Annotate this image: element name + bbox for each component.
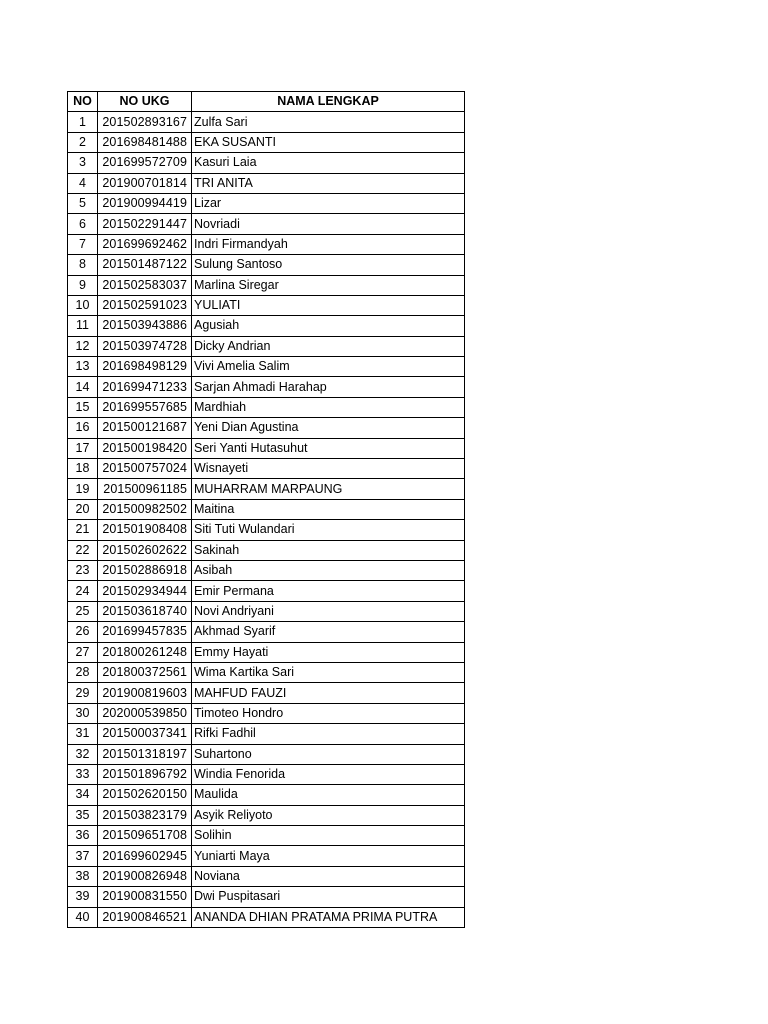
- column-header-no-ukg[interactable]: NO UKG: [98, 92, 192, 112]
- cell-no-ukg[interactable]: 201699457835: [98, 622, 192, 642]
- cell-nama-lengkap[interactable]: Sarjan Ahmadi Harahap: [192, 377, 465, 397]
- cell-no-ukg[interactable]: 201699692462: [98, 234, 192, 254]
- table-row: [68, 826, 465, 846]
- cell-no[interactable]: 33: [68, 764, 98, 784]
- table-row: [68, 805, 465, 825]
- cell-no-ukg[interactable]: 201509651708: [98, 826, 192, 846]
- table-row: [68, 622, 465, 642]
- cell-no[interactable]: 13: [68, 357, 98, 377]
- cell-no[interactable]: 23: [68, 560, 98, 580]
- table-row: [68, 275, 465, 295]
- cell-nama-lengkap[interactable]: Suhartono: [192, 744, 465, 764]
- cell-nama-lengkap[interactable]: Maitina: [192, 499, 465, 519]
- table-row: [68, 764, 465, 784]
- cell-no-ukg[interactable]: 201900826948: [98, 866, 192, 886]
- cell-no-ukg[interactable]: 201503943886: [98, 316, 192, 336]
- cell-no-ukg[interactable]: 201502602622: [98, 540, 192, 560]
- cell-no[interactable]: 12: [68, 336, 98, 356]
- cell-no-ukg[interactable]: 201500198420: [98, 438, 192, 458]
- table-row: [68, 703, 465, 723]
- table-row: [68, 846, 465, 866]
- cell-nama-lengkap[interactable]: ANANDA DHIAN PRATAMA PRIMA PUTRA: [192, 907, 465, 927]
- table-row: [68, 295, 465, 315]
- cell-nama-lengkap[interactable]: Emir Permana: [192, 581, 465, 601]
- cell-nama-lengkap[interactable]: Agusiah: [192, 316, 465, 336]
- table-row: [68, 683, 465, 703]
- cell-no[interactable]: 3: [68, 153, 98, 173]
- cell-nama-lengkap[interactable]: Siti Tuti Wulandari: [192, 520, 465, 540]
- cell-no[interactable]: 25: [68, 601, 98, 621]
- cell-no-ukg[interactable]: 201500757024: [98, 459, 192, 479]
- cell-no-ukg[interactable]: 201500961185: [98, 479, 192, 499]
- cell-no[interactable]: 19: [68, 479, 98, 499]
- table-row: [68, 336, 465, 356]
- table-row: [68, 173, 465, 193]
- column-header-no[interactable]: NO: [68, 92, 98, 112]
- cell-no[interactable]: 8: [68, 255, 98, 275]
- cell-nama-lengkap[interactable]: Windia Fenorida: [192, 764, 465, 784]
- table-row: [68, 724, 465, 744]
- cell-nama-lengkap[interactable]: Lizar: [192, 193, 465, 213]
- table-row: [68, 438, 465, 458]
- table-row: [68, 581, 465, 601]
- cell-nama-lengkap[interactable]: Noviana: [192, 866, 465, 886]
- cell-no[interactable]: 22: [68, 540, 98, 560]
- table-row: [68, 357, 465, 377]
- cell-no-ukg[interactable]: 201698498129: [98, 357, 192, 377]
- cell-no[interactable]: 31: [68, 724, 98, 744]
- table-row: [68, 377, 465, 397]
- cell-no-ukg[interactable]: 201699602945: [98, 846, 192, 866]
- table-row: [68, 601, 465, 621]
- table-row: [68, 214, 465, 234]
- cell-no-ukg[interactable]: 201800372561: [98, 662, 192, 682]
- cell-no[interactable]: 2: [68, 132, 98, 152]
- cell-nama-lengkap[interactable]: Wima Kartika Sari: [192, 662, 465, 682]
- cell-nama-lengkap[interactable]: Marlina Siregar: [192, 275, 465, 295]
- table-row: [68, 397, 465, 417]
- cell-no[interactable]: 5: [68, 193, 98, 213]
- cell-nama-lengkap[interactable]: Sakinah: [192, 540, 465, 560]
- cell-no-ukg[interactable]: 201501908408: [98, 520, 192, 540]
- table-row: [68, 866, 465, 886]
- cell-no-ukg[interactable]: 201500037341: [98, 724, 192, 744]
- cell-no-ukg[interactable]: 201501318197: [98, 744, 192, 764]
- table-row: [68, 193, 465, 213]
- cell-no[interactable]: 38: [68, 866, 98, 886]
- cell-nama-lengkap[interactable]: Vivi Amelia Salim: [192, 357, 465, 377]
- cell-no-ukg[interactable]: 201502934944: [98, 581, 192, 601]
- table-row: [68, 887, 465, 907]
- table-header-row: [68, 92, 465, 112]
- cell-no-ukg[interactable]: 201502893167: [98, 112, 192, 132]
- cell-no[interactable]: 18: [68, 459, 98, 479]
- cell-nama-lengkap[interactable]: Sulung Santoso: [192, 255, 465, 275]
- cell-no[interactable]: 39: [68, 887, 98, 907]
- cell-no[interactable]: 32: [68, 744, 98, 764]
- cell-no[interactable]: 20: [68, 499, 98, 519]
- cell-nama-lengkap[interactable]: Indri Firmandyah: [192, 234, 465, 254]
- cell-no-ukg[interactable]: 201503618740: [98, 601, 192, 621]
- cell-no-ukg[interactable]: 201500982502: [98, 499, 192, 519]
- table-row: [68, 479, 465, 499]
- cell-nama-lengkap[interactable]: MUHARRAM MARPAUNG: [192, 479, 465, 499]
- cell-no[interactable]: 36: [68, 826, 98, 846]
- cell-no[interactable]: 17: [68, 438, 98, 458]
- cell-no-ukg[interactable]: 201501487122: [98, 255, 192, 275]
- cell-no-ukg[interactable]: 201502591023: [98, 295, 192, 315]
- table-row: [68, 316, 465, 336]
- cell-no[interactable]: 34: [68, 785, 98, 805]
- table-body: [68, 112, 465, 928]
- cell-no-ukg[interactable]: 201900819603: [98, 683, 192, 703]
- cell-no[interactable]: 4: [68, 173, 98, 193]
- cell-no-ukg[interactable]: 201699557685: [98, 397, 192, 417]
- participant-table: [67, 91, 465, 928]
- cell-no-ukg[interactable]: 201900846521: [98, 907, 192, 927]
- cell-nama-lengkap[interactable]: Maulida: [192, 785, 465, 805]
- table-row: [68, 153, 465, 173]
- cell-no-ukg[interactable]: 201699471233: [98, 377, 192, 397]
- cell-nama-lengkap[interactable]: Zulfa Sari: [192, 112, 465, 132]
- cell-no[interactable]: 10: [68, 295, 98, 315]
- cell-no[interactable]: 28: [68, 662, 98, 682]
- cell-no[interactable]: 26: [68, 622, 98, 642]
- table-row: [68, 642, 465, 662]
- cell-no-ukg[interactable]: 201502291447: [98, 214, 192, 234]
- cell-no-ukg[interactable]: 201698481488: [98, 132, 192, 152]
- cell-nama-lengkap[interactable]: YULIATI: [192, 295, 465, 315]
- cell-nama-lengkap[interactable]: Akhmad Syarif: [192, 622, 465, 642]
- cell-nama-lengkap[interactable]: Timoteo Hondro: [192, 703, 465, 723]
- table-row: [68, 785, 465, 805]
- cell-no[interactable]: 35: [68, 805, 98, 825]
- table-row: [68, 112, 465, 132]
- column-header-nama-lengkap[interactable]: NAMA LENGKAP: [192, 92, 465, 112]
- table-row: [68, 459, 465, 479]
- cell-nama-lengkap[interactable]: Mardhiah: [192, 397, 465, 417]
- cell-no-ukg[interactable]: 201502583037: [98, 275, 192, 295]
- spreadsheet-sheet: [67, 91, 465, 928]
- cell-no[interactable]: 15: [68, 397, 98, 417]
- cell-nama-lengkap[interactable]: MAHFUD FAUZI: [192, 683, 465, 703]
- cell-no-ukg[interactable]: 201800261248: [98, 642, 192, 662]
- cell-no[interactable]: 16: [68, 418, 98, 438]
- cell-no-ukg[interactable]: 201502620150: [98, 785, 192, 805]
- cell-nama-lengkap[interactable]: Yuniarti Maya: [192, 846, 465, 866]
- table-row: [68, 744, 465, 764]
- cell-nama-lengkap[interactable]: EKA SUSANTI: [192, 132, 465, 152]
- table-row: [68, 234, 465, 254]
- cell-no-ukg[interactable]: 201503823179: [98, 805, 192, 825]
- cell-no-ukg[interactable]: 201900994419: [98, 193, 192, 213]
- cell-nama-lengkap[interactable]: Novriadi: [192, 214, 465, 234]
- cell-nama-lengkap[interactable]: TRI ANITA: [192, 173, 465, 193]
- cell-no[interactable]: 40: [68, 907, 98, 927]
- cell-no-ukg[interactable]: 201699572709: [98, 153, 192, 173]
- table-row: [68, 499, 465, 519]
- cell-no[interactable]: 21: [68, 520, 98, 540]
- cell-nama-lengkap[interactable]: Seri Yanti Hutasuhut: [192, 438, 465, 458]
- cell-no[interactable]: 37: [68, 846, 98, 866]
- cell-nama-lengkap[interactable]: Dwi Puspitasari: [192, 887, 465, 907]
- cell-nama-lengkap[interactable]: Emmy Hayati: [192, 642, 465, 662]
- cell-nama-lengkap[interactable]: Asibah: [192, 560, 465, 580]
- cell-no[interactable]: 24: [68, 581, 98, 601]
- cell-nama-lengkap[interactable]: Wisnayeti: [192, 459, 465, 479]
- table-row: [68, 540, 465, 560]
- cell-nama-lengkap[interactable]: Yeni Dian Agustina: [192, 418, 465, 438]
- cell-no[interactable]: 1: [68, 112, 98, 132]
- cell-no[interactable]: 27: [68, 642, 98, 662]
- table-row: [68, 907, 465, 927]
- cell-no[interactable]: 30: [68, 703, 98, 723]
- cell-no-ukg[interactable]: 202000539850: [98, 703, 192, 723]
- cell-no-ukg[interactable]: 201500121687: [98, 418, 192, 438]
- cell-nama-lengkap[interactable]: Dicky Andrian: [192, 336, 465, 356]
- cell-nama-lengkap[interactable]: Novi Andriyani: [192, 601, 465, 621]
- cell-no-ukg[interactable]: 201502886918: [98, 560, 192, 580]
- cell-no[interactable]: 29: [68, 683, 98, 703]
- table-row: [68, 255, 465, 275]
- cell-nama-lengkap[interactable]: Asyik Reliyoto: [192, 805, 465, 825]
- cell-no[interactable]: 11: [68, 316, 98, 336]
- table-row: [68, 132, 465, 152]
- cell-no-ukg[interactable]: 201503974728: [98, 336, 192, 356]
- cell-no[interactable]: 9: [68, 275, 98, 295]
- cell-nama-lengkap[interactable]: Solihin: [192, 826, 465, 846]
- cell-nama-lengkap[interactable]: Kasuri Laia: [192, 153, 465, 173]
- cell-no[interactable]: 14: [68, 377, 98, 397]
- cell-no-ukg[interactable]: 201900701814: [98, 173, 192, 193]
- cell-no-ukg[interactable]: 201900831550: [98, 887, 192, 907]
- table-row: [68, 662, 465, 682]
- table-row: [68, 560, 465, 580]
- cell-nama-lengkap[interactable]: Rifki Fadhil: [192, 724, 465, 744]
- cell-no-ukg[interactable]: 201501896792: [98, 764, 192, 784]
- table-row: [68, 520, 465, 540]
- table-row: [68, 418, 465, 438]
- cell-no[interactable]: 7: [68, 234, 98, 254]
- cell-no[interactable]: 6: [68, 214, 98, 234]
